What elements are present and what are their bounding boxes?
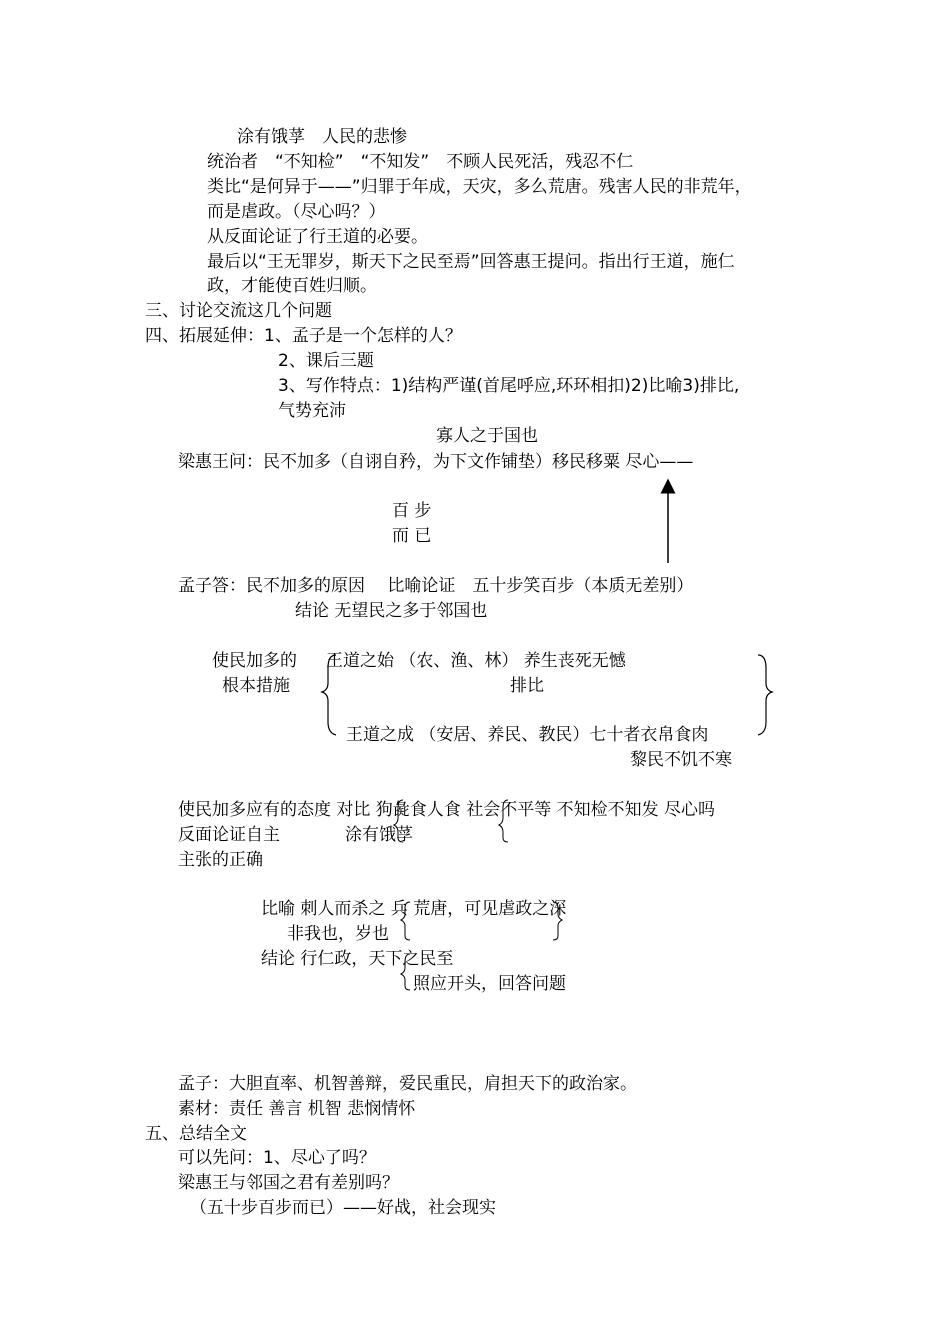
baibu-line-1: 百 步: [392, 501, 432, 521]
intro-line-7: 政，才能使百姓归顺。: [207, 276, 377, 296]
attitude-line-1: 使民加多应有的态度 对比 狗彘食人食 社会不平等 不知检不知发 尽心吗: [178, 800, 716, 820]
diagram-title: 寡人之于国也: [436, 426, 538, 446]
wangdao-complete-cont: 黎民不饥不寒: [630, 750, 732, 770]
intro-line-6: 最后以“王无罪岁，斯天下之民至焉”回答惠王提问。指出行王道，施仁: [207, 252, 735, 272]
intro-line-1: 涂有饿莩 人民的悲惨: [237, 127, 407, 147]
metaphor-conclusion: 结论 行仁政，天下之民至: [261, 949, 454, 969]
wangdao-start: 王道之始 （农、渔、林） 养生丧死无憾: [326, 651, 626, 671]
small-brace-icon: [401, 954, 410, 990]
material-line: 素材：责任 善言 机智 悲悯情怀: [178, 1099, 416, 1119]
metaphor-line-1: 比喻 刺人而杀之 兵 荒唐，可见虐政之深: [261, 899, 567, 919]
king-question: 梁惠王问：民不加多（自诩自矜，为下文作铺垫）移民移粟 尽心——: [178, 452, 694, 472]
wangdao-complete: 王道之成 （安居、养民、教民）七十者衣帛食肉: [346, 725, 709, 745]
intro-line-4: 而是虐政。（尽心吗？）: [207, 202, 386, 222]
mencius-answer: 孟子答：民不加多的原因 比喻论证 五十步笑百步（本质无差别）: [178, 576, 694, 596]
measure-label-1: 使民加多的: [212, 651, 297, 671]
metaphor-conclusion-note: 照应开头，回答问题: [413, 974, 566, 994]
attitude-line-2b: 涂有饿莩: [345, 825, 413, 845]
right-brace-icon: [758, 655, 772, 735]
intro-line-2: 统治者 “不知检” “不知发” 不顾人民死活，残忍不仁: [207, 152, 634, 172]
left-brace-icon: [322, 655, 336, 735]
mencius-description: 孟子：大胆直率、机智善辩，爱民重民，肩担天下的政治家。: [178, 1074, 637, 1094]
summary-question-2: 梁惠王与邻国之君有差别吗？: [178, 1173, 399, 1193]
section-3-heading: 三、讨论交流这几个问题: [145, 301, 332, 321]
baibu-line-2: 而 已: [392, 526, 432, 546]
section-4-item-3: 3、写作特点：1)结构严谨(首尾呼应,环环相扣)2)比喻3)排比,: [278, 376, 740, 396]
section-5-heading: 五、总结全文: [145, 1124, 247, 1144]
small-brace-icon: [499, 800, 508, 842]
small-brace-icon: [401, 902, 410, 940]
summary-question-3: （五十步百步而已）——好战，社会现实: [190, 1198, 496, 1218]
attitude-line-2a: 反面论证自主: [178, 825, 280, 845]
paibi-label: 排比: [510, 676, 544, 696]
summary-question-1: 可以先问：1、尽心了吗？: [178, 1148, 376, 1168]
metaphor-line-2: 非我也，岁也: [287, 924, 389, 944]
section-4-item-2: 2、课后三题: [278, 351, 374, 371]
small-brace-icon: [553, 902, 562, 940]
attitude-line-3: 主张的正确: [178, 850, 263, 870]
answer-conclusion: 结论 无望民之多于邻国也: [295, 601, 488, 621]
small-brace-icon: [394, 800, 403, 842]
intro-line-5: 从反面论证了行王道的必要。: [207, 227, 428, 247]
intro-line-3: 类比“是何异于——”归罪于年成，天灾，多么荒唐。残害人民的非荒年，: [207, 177, 752, 197]
measure-label-2: 根本措施: [222, 676, 290, 696]
section-4-item-3-cont: 气势充沛: [278, 401, 346, 421]
section-4-heading: 四、拓展延伸：1、孟子是一个怎样的人？: [145, 326, 462, 346]
